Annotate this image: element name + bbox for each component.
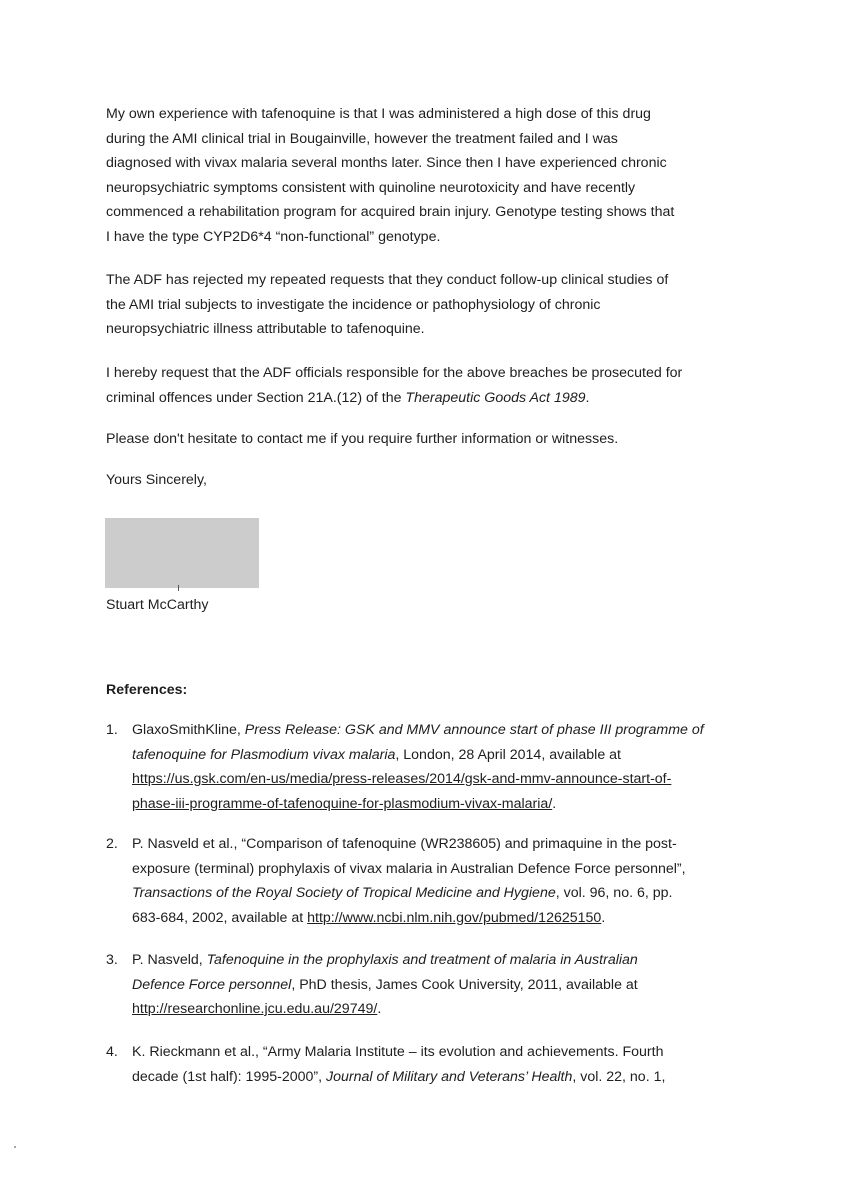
signature-mark: [178, 585, 179, 591]
references-heading: References:: [106, 682, 188, 698]
reference-link[interactable]: http://www.ncbi.nlm.nih.gov/pubmed/12625150: [307, 909, 602, 926]
signer-name: Stuart McCarthy: [106, 597, 209, 613]
paragraph-experience: My own experience with tafenoquine is that I was administered a high dose of this drug during the AMI clinical trial in Bougainville, however the treatment failed and I was diagnosed with vivax malaria several months later. Since then I have experienced chronic neuropsychiatric symptoms consistent with quinoline neurotoxicity and have recently commenced a rehabilitation program for acquired brain injury. Genotype testing shows that I have the type CYP2D6*4 “non-functional” genotype.: [106, 106, 675, 245]
letter-page: My own experience with tafenoquine is that I was administered a high dose of this drug during the AMI clinical trial in Bougainville, however the treatment failed and I was diagnosed with vivax malaria several months later. Since then I have experienced chronic neuropsychiatric symptoms consistent with quinoline neurotoxicity and have recently commenced a rehabilitation program for acquired brain injury. Genotype testing shows that I have the type CYP2D6*4 “non-functional” genotype. The ADF has rejected my repeated requests that they conduct follow-up clinical studies of the AMI trial subjects to investigate the incidence or pathophysiology of chronic neuropsychiatric illness attributable to tafenoquine. I hereby request that the ADF officials responsible for the above breaches be prosecuted for criminal offences under Section 21A.(12) of the Therapeutic Goods Act 1989. Please don't hesitate to contact me if you require further information or witnesses. Yours Sincerely, Stuart McCarthy References: 1. GlaxoSmithKline, Press Release: GSK and MMV announce start of phase III programme of tafenoquine for Plasmodium vivax malaria, London, 28 April 2014, available at https://us.gsk.com/en-us/media/press-releases/2014/gsk-and-mmv-announce-start-of- phase-iii-programme-of-tafenoquine-for-plasmodium-vivax-malaria/. 2. P. Nasveld et al., “Comparison of tafenoquine (WR238605) and primaquine in the post- exposure (terminal) prophylaxis of vivax malaria in Australian Defence Force personnel”, Transactions of the Royal Society of Tropical Medicine and Hygiene, vol. 96, no. 6, pp. 683-684, 2002, available at http://www.ncbi.nlm.nih.gov/pubmed/12625150. 3. P. Nasveld, Tafenoquine in the prophylaxis and treatment of malaria in Australian Defence Force personnel, PhD thesis, James Cook University, 2011, available at http://researchonline.jcu.edu.au/29749/. 4. K. Rieckmann et al., “Army Malaria Institute – its evolution and achievements. Fourth decade (1st half): 1995-2000”, Journal of Military and Veterans’ Health, vol. 22, no. 1,: [0, 0, 860, 1200]
redacted-signature: [105, 518, 259, 588]
reference-link[interactable]: https://us.gsk.com/en-us/media/press-releases/2014/gsk-and-mmv-announce-start-of-: [132, 771, 672, 787]
paragraph-adf-rejection: The ADF has rejected my repeated requests that they conduct follow-up clinical studies of the AMI trial subjects to investigate the incidence or pathophysiology of chronic neuropsychiatric illness attributable to tafenoquine.: [106, 272, 669, 337]
reference-link[interactable]: http://researchonline.jcu.edu.au/29749/: [132, 1001, 378, 1017]
scan-speck: [14, 1146, 16, 1148]
closing-salutation: Yours Sincerely,: [106, 472, 207, 488]
paragraph-prosecution-request: I hereby request that the ADF officials responsible for the above breaches be prosecuted for criminal offences under Section 21A.(12) of the Therapeutic Goods Act 1989.: [106, 365, 683, 406]
reference-link[interactable]: phase-iii-programme-of-tafenoquine-for-plasmodium-vivax-malaria/: [132, 795, 553, 812]
paragraph-contact: Please don't hesitate to contact me if you require further information or witnesses.: [106, 431, 619, 447]
act-title: Therapeutic Goods Act 1989: [405, 389, 586, 406]
